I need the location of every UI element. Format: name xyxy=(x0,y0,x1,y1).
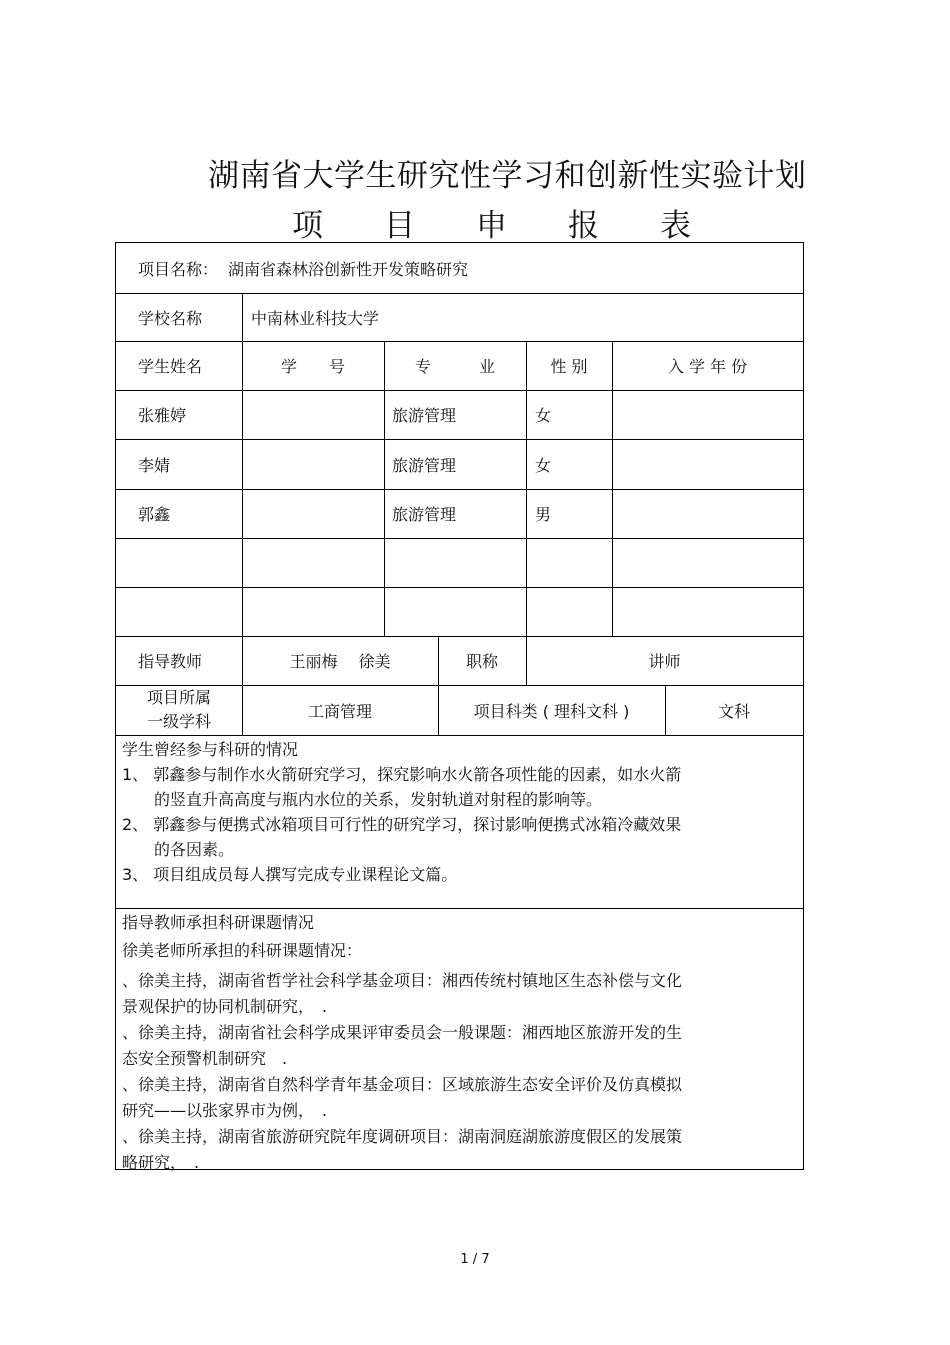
student-name: 李婧 xyxy=(138,455,171,475)
student-major: 旅游管理 xyxy=(392,455,457,475)
research-line: 2、 郭鑫参与便携式冰箱项目可行性的研究学习，探讨影响便携式冰箱冷藏效果 xyxy=(122,815,682,834)
discipline-value: 工商管理 xyxy=(307,701,372,721)
school-value: 中南林业科技大学 xyxy=(251,308,380,328)
research-line: 的各因素。 xyxy=(122,840,235,859)
advisor-value: 王丽梅 徐美 xyxy=(289,652,391,671)
subtitle-char: 申 xyxy=(476,208,507,244)
major-header: 专 业 xyxy=(414,357,495,376)
enrollment-year-header: 入 学 年 份 xyxy=(667,357,748,376)
project-line: 、徐美主持，湖南省哲学社会科学基金项目：湘西传统村镇地区生态补偿与文化 xyxy=(122,971,683,990)
project-name-row xyxy=(116,243,803,293)
student-gender: 男 xyxy=(535,505,552,524)
student-name: 郭鑫 xyxy=(138,505,171,524)
project-name-value: 湖南省森林浴创新性开发策略研究 xyxy=(228,259,469,279)
category-label: 项目科类 ( 理科文科 ) xyxy=(473,701,630,721)
section-subheading: 徐美老师所承担的科研课题情况： xyxy=(122,941,363,960)
gender-header: 性 别 xyxy=(550,357,588,376)
discipline-label-line1: 项目所属 xyxy=(146,688,211,707)
research-line: 3、 项目组成员每人撰写完成专业课程论文篇。 xyxy=(122,865,458,884)
school-label: 学校名称 xyxy=(138,308,203,328)
project-line: 态安全预警机制研究 . xyxy=(122,1049,288,1068)
document-subtitle xyxy=(292,200,752,245)
page-number: 1 / 7 xyxy=(460,1252,490,1267)
project-name-label: 项目名称： xyxy=(138,259,219,279)
application-form-table xyxy=(115,242,804,1170)
student-gender: 女 xyxy=(535,455,552,475)
advisor-title-value: 讲师 xyxy=(648,652,681,671)
student-gender: 女 xyxy=(535,406,552,425)
advisor-title-label: 职称 xyxy=(465,652,498,671)
student-name-header: 学生姓名 xyxy=(138,357,203,376)
research-line: 的竖直升高高度与瓶内水位的关系，发射轨道对射程的影响等。 xyxy=(122,790,603,809)
project-line: 、徐美主持，湖南省社会科学成果评审委员会一般课题：湘西地区旅游开发的生 xyxy=(122,1023,683,1042)
project-line: 景观保护的协同机制研究， . xyxy=(122,997,328,1016)
advisor-label: 指导教师 xyxy=(138,652,203,671)
research-line: 1、 郭鑫参与制作水火箭研究学习，探究影响水火箭各项性能的因素，如水火箭 xyxy=(122,765,682,784)
student-major: 旅游管理 xyxy=(392,406,457,425)
student-name: 张雅婷 xyxy=(138,406,187,425)
subtitle-char: 目 xyxy=(384,208,415,244)
document-title: 湖南省大学生研究性学习和创新性实验计划 xyxy=(208,158,807,194)
project-line: 略研究， . xyxy=(122,1153,200,1172)
category-value: 文科 xyxy=(717,701,750,721)
subtitle-char: 表 xyxy=(660,208,691,244)
subtitle-char: 报 xyxy=(568,208,599,244)
discipline-label-line2: 一级学科 xyxy=(146,712,211,731)
student-major: 旅游管理 xyxy=(392,505,457,524)
subtitle-char: 项 xyxy=(292,208,323,244)
discipline-label xyxy=(116,685,242,735)
student-id-header: 学 号 xyxy=(280,357,345,376)
project-line: 、徐美主持，湖南省旅游研究院年度调研项目：湖南洞庭湖旅游度假区的发展策 xyxy=(122,1127,683,1146)
student-research-section xyxy=(116,737,803,887)
advisor-research-section xyxy=(116,910,803,1176)
project-line: 研究——以张家界市为例， . xyxy=(122,1101,328,1120)
project-line: 、徐美主持，湖南省自然科学青年基金项目：区域旅游生态安全评价及仿真模拟 xyxy=(122,1075,683,1094)
section-heading: 学生曾经参与科研的情况 xyxy=(122,740,299,759)
section-heading: 指导教师承担科研课题情况 xyxy=(122,913,315,932)
